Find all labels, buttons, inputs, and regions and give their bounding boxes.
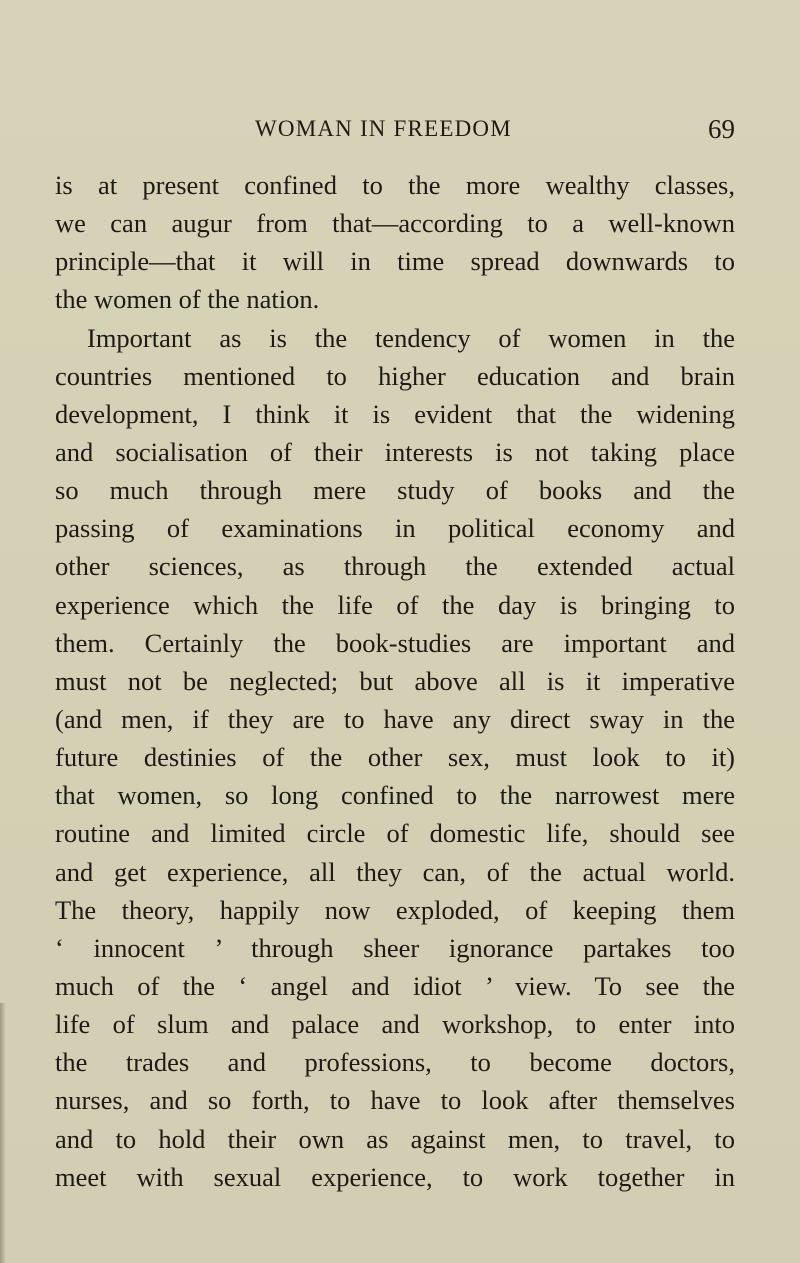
- text-line: we can augur from that—according to a well-known: [55, 208, 735, 239]
- text-line: principle—that it will in time spread downwards to: [55, 246, 735, 277]
- text-line: meet with sexual experience, to work together in: [55, 1161, 735, 1192]
- text-line: the women of the nation.: [55, 284, 320, 315]
- text-line: routine and limited circle of domestic life, should see: [55, 818, 735, 849]
- text-line: The theory, happily now exploded, of keeping them: [55, 894, 735, 925]
- text-line: experience which the life of the day is bringing to: [55, 589, 735, 620]
- text-line: other sciences, as through the extended actual: [55, 551, 735, 582]
- page-edge-shadow: [0, 1003, 6, 1263]
- text-line: nurses, and so forth, to have to look after themselves: [55, 1085, 735, 1116]
- running-head: [55, 116, 735, 146]
- text-line: development, I think it is evident that the widening: [55, 398, 735, 429]
- text-line: countries mentioned to higher education and brain: [55, 360, 735, 391]
- page-number: 69: [708, 114, 735, 144]
- text-line: them. Certainly the book-studies are important and: [55, 627, 735, 658]
- text-line: that women, so long confined to the narrowest mere: [55, 780, 735, 811]
- body-text: [55, 166, 735, 1196]
- text-line: (and men, if they are to have any direct sway in the: [55, 703, 735, 734]
- running-title: WOMAN IN FREEDOM: [255, 116, 512, 141]
- text-line: must not be neglected; but above all is it imperative: [55, 665, 735, 696]
- text-line: and socialisation of their interests is not taking place: [55, 436, 735, 467]
- text-line: is at present confined to the more wealthy classes,: [55, 170, 735, 200]
- paragraph-start-line: Important as is the tendency of women in the: [87, 322, 735, 353]
- text-line: ‘ innocent ’ through sheer ignorance partakes too: [55, 932, 735, 963]
- text-line: so much through mere study of books and the: [55, 475, 735, 506]
- text-line: life of slum and palace and workshop, to enter into: [55, 1009, 735, 1040]
- text-line: and get experience, all they can, of the actual world.: [55, 856, 735, 887]
- text-line: and to hold their own as against men, to travel, to: [55, 1123, 735, 1154]
- text-line: passing of examinations in political economy and: [55, 513, 735, 544]
- text-line: future destinies of the other sex, must look to it): [55, 742, 735, 773]
- text-line: much of the ‘ angel and idiot ’ view. To see the: [55, 970, 735, 1001]
- text-line: the trades and professions, to become doctors,: [55, 1047, 735, 1078]
